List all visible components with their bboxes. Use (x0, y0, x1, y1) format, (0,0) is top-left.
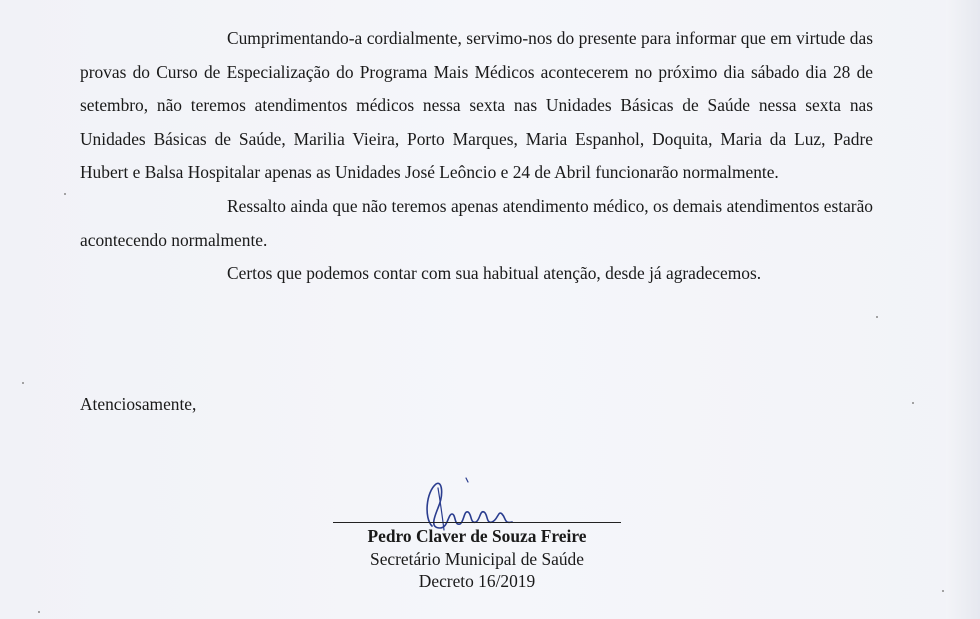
signatory-name: Pedro Claver de Souza Freire (367, 526, 587, 546)
signature-block (333, 525, 621, 593)
closing-salutation: Atenciosamente, (80, 394, 197, 414)
scan-speck (912, 402, 914, 404)
scan-speck (22, 382, 24, 384)
scan-speck (64, 193, 66, 195)
scan-speck (876, 316, 878, 318)
paragraph-medical-service: Ressalto ainda que não teremos apenas atendimento médico, os demais atendimentos estarão acontecendo normalmente. (80, 195, 873, 250)
signatory-decree: Decreto 16/2019 (418, 571, 536, 591)
page-edge-shadow (946, 0, 980, 619)
letter-body (80, 22, 873, 291)
signature-line (333, 522, 621, 523)
paragraph-thanks: Certos que podemos contar com sua habitual atenção, desde já agradecemos. (227, 263, 762, 284)
scan-speck (942, 590, 944, 592)
signatory-title: Secretário Municipal de Saúde (370, 548, 584, 569)
paragraph-greeting: Cumprimentando-a cordialmente, servimo-nos do presente para informar que em virtude das provas do Curso de Especialização do Programa Mais Médicos acontecerem no próximo dia sábado dia 28 de setembro, não teremos atendimentos médicos nessa sexta nas Unidades Básicas de Saúde nessa sexta nas Unidades Básicas de Saúde, Marilia Vieira, Porto Marques, Maria Espanhol, Doquita, Maria da Luz, Padre Hubert e Balsa Hospitalar apenas as Unidades José Leôncio e 24 de Abril funcionarão normalmente. (80, 28, 873, 183)
scan-speck (38, 611, 40, 613)
